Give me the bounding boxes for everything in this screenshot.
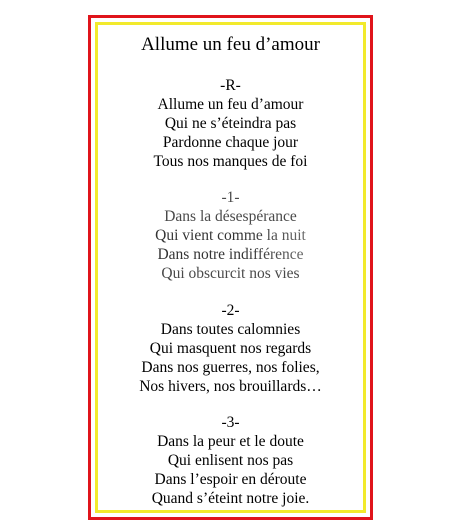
section-refrain bbox=[98, 76, 363, 171]
verse-line: Dans la peur et le doute bbox=[157, 433, 304, 450]
section-label: -2- bbox=[221, 302, 240, 319]
verse-line: Quand s’éteint notre joie. bbox=[151, 490, 310, 507]
section-label: -R- bbox=[220, 77, 241, 94]
poem-title: Allume un feu d’amour bbox=[141, 34, 320, 55]
section-verse-3 bbox=[98, 413, 363, 508]
verse-line: Dans nos guerres, nos folies, bbox=[141, 359, 320, 376]
verse-line: Dans notre indifférence bbox=[98, 245, 363, 264]
verse-line: Qui obscurcit nos vies bbox=[161, 265, 300, 282]
inner-yellow-border bbox=[95, 22, 366, 513]
verse-line: Qui vient comme la nuit bbox=[98, 226, 363, 245]
section-verse-2 bbox=[98, 301, 363, 396]
verse-line: Qui enlisent nos pas bbox=[167, 452, 294, 469]
verse-line: Tous nos manques de foi bbox=[153, 153, 308, 170]
section-verse-1 bbox=[98, 188, 363, 283]
verse-line: Dans l’espoir en déroute bbox=[154, 471, 307, 488]
verse-line: Dans la désespérance bbox=[164, 208, 297, 225]
verse-line: Allume un feu d’amour bbox=[157, 96, 304, 113]
poem-sheet bbox=[98, 25, 363, 510]
verse-line: Pardonne chaque jour bbox=[162, 134, 299, 151]
verse-line: Qui ne s’éteindra pas bbox=[164, 115, 297, 132]
outer-red-border bbox=[88, 15, 373, 520]
verse-line: Nos hivers, nos brouillards… bbox=[139, 378, 322, 395]
section-label: -3- bbox=[221, 414, 240, 431]
section-label: -1- bbox=[221, 189, 240, 206]
verse-line: Qui masquent nos regards bbox=[149, 340, 312, 357]
verse-line: Dans toutes calomnies bbox=[160, 321, 301, 338]
